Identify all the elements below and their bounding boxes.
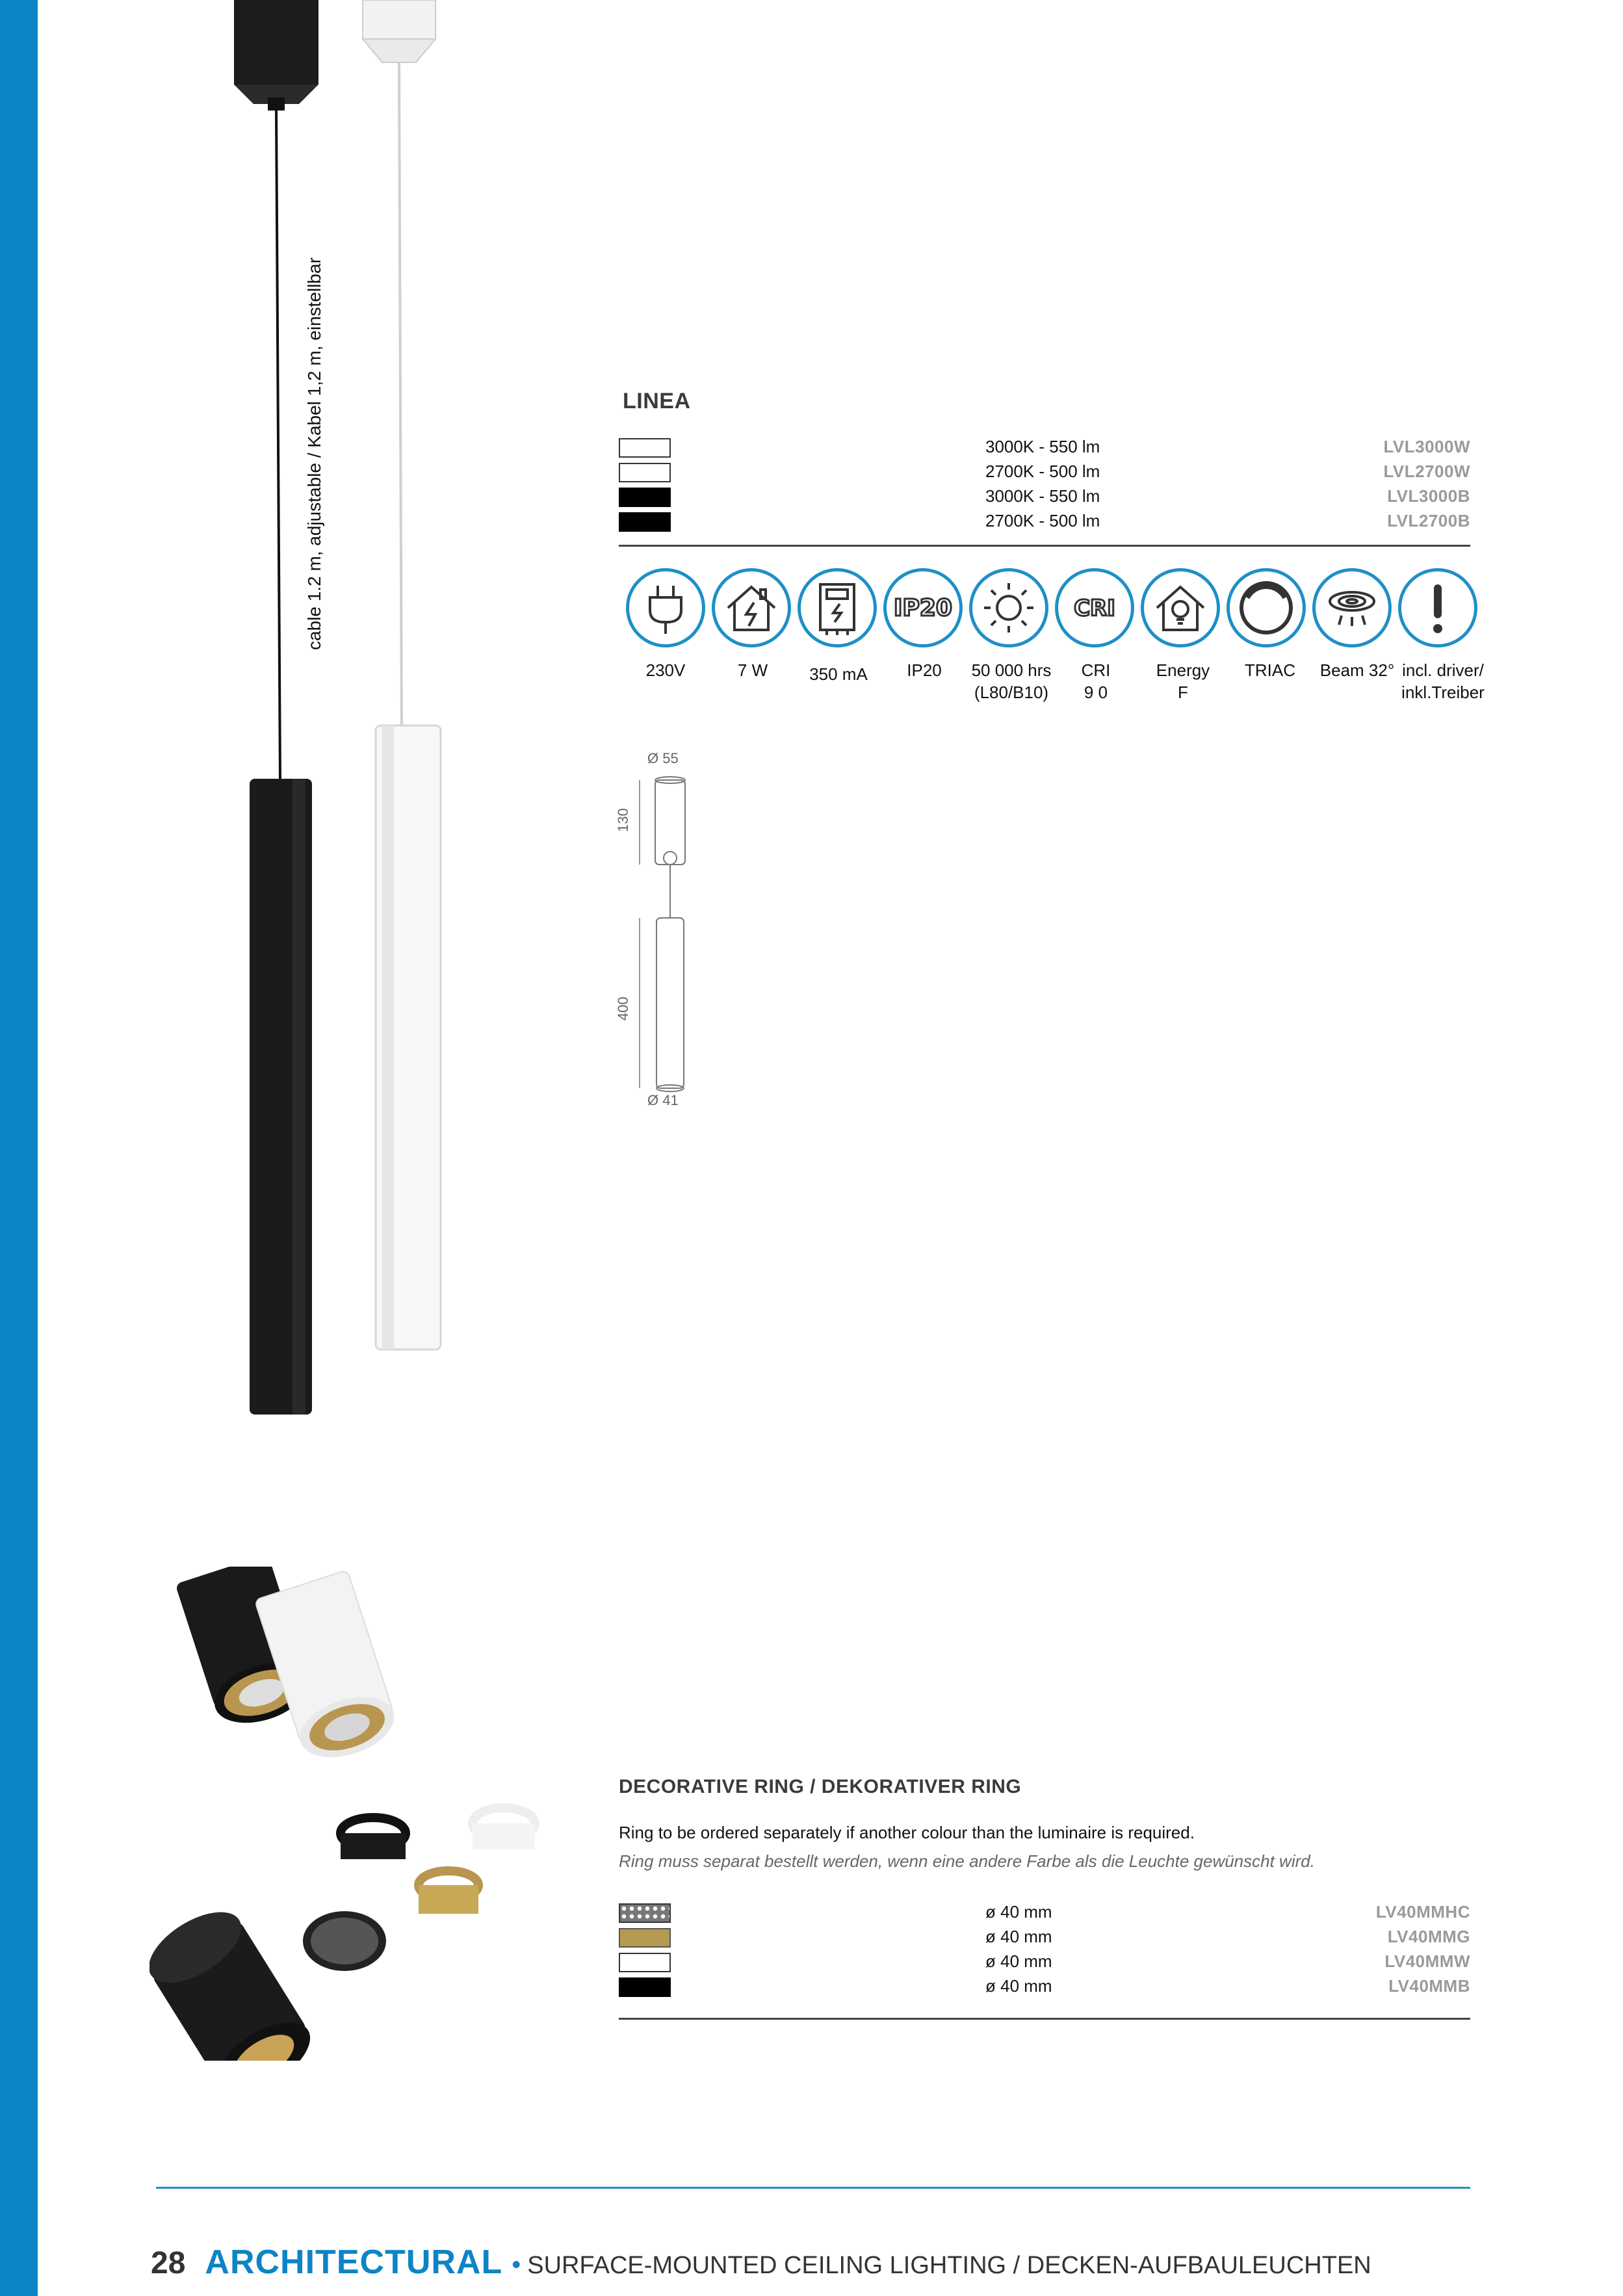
- divider: [619, 2018, 1470, 2020]
- driver-icon: [798, 568, 877, 647]
- bottom-diameter-dimension: Ø 41: [647, 1092, 679, 1108]
- energy-house-icon: [1141, 568, 1220, 647]
- spec-label: [972, 659, 1052, 703]
- spec-label: [809, 663, 868, 685]
- variant-description: ø 40 mm: [985, 1927, 1052, 1946]
- spec-line2: (L80/B10): [974, 683, 1049, 702]
- spec-label: [1245, 659, 1295, 681]
- variant-description: 3000K - 550 lm: [985, 437, 1100, 456]
- variant-code: LVL2700B: [1387, 511, 1470, 530]
- page-number: 28: [151, 2246, 186, 2280]
- variant-code: LVL3000B: [1387, 486, 1470, 506]
- spec-label: [907, 659, 942, 681]
- spec-line1: 50 000 hrs: [971, 660, 1052, 680]
- ring-variant-row: [619, 1901, 1470, 1925]
- variant-description: 3000K - 550 lm: [985, 486, 1100, 506]
- technical-drawing: [604, 741, 708, 1118]
- footer-bullet: •: [512, 2250, 521, 2279]
- dimmer-icon: [1227, 568, 1306, 647]
- ring-title: DECORATIVE RING / DEKORATIVER RING: [619, 1776, 1022, 1797]
- variant-code: LVL3000W: [1383, 437, 1470, 456]
- top-diameter-dimension: Ø 55: [647, 750, 679, 766]
- variant-description: 2700K - 500 lm: [985, 511, 1100, 530]
- ip20-icon: [883, 568, 963, 647]
- spec-label: [646, 659, 686, 681]
- variant-description: ø 40 mm: [985, 1902, 1052, 1922]
- swatch-white: [619, 463, 671, 482]
- ring-note-en: Ring to be ordered separately if another colour than the luminaire is required.: [619, 1823, 1195, 1842]
- swatch-black: [619, 512, 671, 532]
- page-footer: [151, 2243, 1371, 2282]
- spec-line1: TRIAC: [1245, 660, 1295, 680]
- variant-description: 2700K - 500 lm: [985, 462, 1100, 481]
- product-photo-pendants: [195, 0, 507, 1430]
- product-title: LINEA: [623, 389, 691, 413]
- spec-line1: Beam 32°: [1319, 660, 1395, 680]
- ring-variant-row: [619, 1950, 1470, 1975]
- spec-line1: CRI: [1081, 660, 1111, 680]
- spec-line1: Energy: [1156, 660, 1210, 680]
- spec-line1: 230V: [645, 660, 686, 680]
- divider: [619, 545, 1470, 547]
- spec-label: [738, 659, 768, 681]
- variant-description: ø 40 mm: [985, 1976, 1052, 1996]
- swatch-white: [619, 1953, 671, 1972]
- lifetime-sun-icon: [969, 568, 1048, 647]
- subsection-title: SURFACE-MOUNTED CEILING LIGHTING / DECKEN-AUFBAULEUCHTEN: [527, 2252, 1371, 2279]
- top-height-dimension: 130: [615, 808, 631, 832]
- body-height-dimension: 400: [615, 997, 631, 1021]
- spec-icons: [619, 568, 1470, 653]
- variant-code: LV40MMG: [1387, 1927, 1470, 1946]
- ring-variant-row: [619, 1975, 1470, 2000]
- swatch-black: [619, 1977, 671, 1997]
- spec-label: [1082, 659, 1111, 703]
- spec-line1: 350 mA: [809, 664, 868, 684]
- variant-code: LV40MMB: [1388, 1976, 1470, 1996]
- ring-variant-row: [619, 1925, 1470, 1950]
- side-accent-bar: [0, 0, 38, 2296]
- ip20-icon-text: IP20: [894, 595, 952, 621]
- spec-label: [1401, 659, 1485, 703]
- section-title: ARCHITECTURAL: [205, 2243, 503, 2281]
- spec-label: [1156, 659, 1210, 703]
- spec-line2: inkl.Treiber: [1401, 683, 1485, 702]
- variant-code: LV40MMW: [1384, 1951, 1470, 1971]
- cri-icon-text: CRI: [1074, 595, 1115, 621]
- swatch-gold: [619, 1928, 671, 1948]
- variant-description: ø 40 mm: [985, 1951, 1052, 1971]
- variant-code: LV40MMHC: [1375, 1902, 1470, 1922]
- house-power-icon: [712, 568, 791, 647]
- beam-angle-icon: [1312, 568, 1392, 647]
- swatch-black: [619, 488, 671, 507]
- swatch-white: [619, 438, 671, 458]
- ring-note-de: Ring muss separat bestellt werden, wenn eine andere Farbe als die Leuchte gewünscht wird.: [619, 1851, 1315, 1871]
- variant-row: [619, 436, 1470, 460]
- spec-line1: incl. driver/: [1402, 660, 1484, 680]
- variant-code: LVL2700W: [1383, 462, 1470, 481]
- variant-row: [619, 510, 1470, 534]
- spec-line2: F: [1178, 683, 1188, 702]
- decorative-ring-photo: [149, 1567, 565, 2061]
- spec-line1: 7 W: [737, 660, 768, 680]
- cri-icon: [1055, 568, 1134, 647]
- cable-length-note: cable 1.2 m, adjustable / Kabel 1,2 m, einstellbar: [304, 257, 324, 650]
- spec-label: [1320, 659, 1394, 681]
- swatch-honeycomb: [619, 1903, 671, 1923]
- variant-row: [619, 485, 1470, 510]
- warning-icon: [1398, 568, 1477, 647]
- variant-row: [619, 460, 1470, 485]
- footer-rule: [156, 2187, 1470, 2189]
- spec-line1: IP20: [907, 660, 942, 680]
- spec-line2: 9 0: [1084, 683, 1108, 702]
- plug-icon: [626, 568, 705, 647]
